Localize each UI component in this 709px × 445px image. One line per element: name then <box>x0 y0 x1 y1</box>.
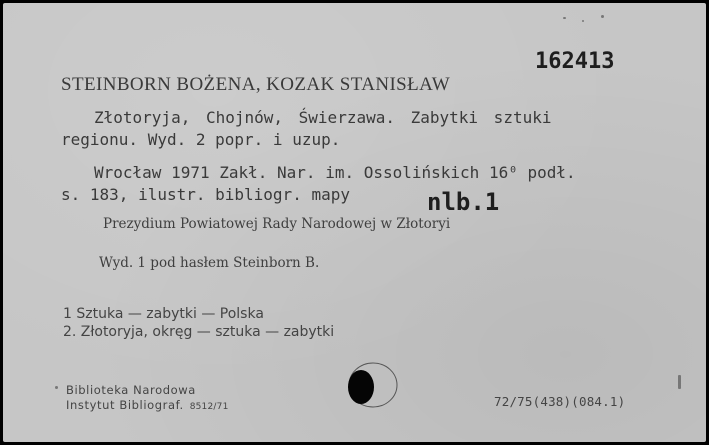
title-line-1: Złotoryja, Chojnów, Świerzawa. Zabytki sztuki <box>94 108 552 127</box>
speck <box>563 17 566 19</box>
library-mark-stamp: nlb.1 <box>427 188 500 216</box>
speck <box>55 386 58 389</box>
card-reference: 8512/71 <box>189 402 229 412</box>
institute-label: Instytut Bibliograf. <box>66 398 184 412</box>
speck <box>678 375 681 389</box>
catalog-card <box>3 3 706 442</box>
punch-hole-icon <box>340 360 402 416</box>
imprint-line-2: s. 183, ilustr. bibliogr. mapy <box>61 185 350 204</box>
library-name: Biblioteka Narodowa <box>66 383 196 397</box>
institute-name <box>66 398 229 412</box>
author-heading: STEINBORN BOŻENA, KOZAK STANISŁAW <box>61 74 451 95</box>
speck <box>582 20 584 22</box>
speck <box>601 15 604 18</box>
subject-heading-1: 1 Sztuka — zabytki — Polska <box>63 306 264 322</box>
publisher-note: Prezydium Powiatowej Rady Narodowej w Złotoryi <box>103 216 451 232</box>
classification-code: 72/75(438)(084.1) <box>494 394 626 409</box>
subject-heading-2: 2. Złotoryja, okręg — sztuka — zabytki <box>63 324 335 340</box>
catalog-number: 162413 <box>535 49 615 74</box>
imprint-line-1: Wrocław 1971 Zakł. Nar. im. Ossolińskich 16⁰ podł. <box>94 163 576 182</box>
title-line-2: regionu. Wyd. 2 popr. i uzup. <box>61 130 341 149</box>
edition-note: Wyd. 1 pod hasłem Steinborn B. <box>99 255 320 271</box>
